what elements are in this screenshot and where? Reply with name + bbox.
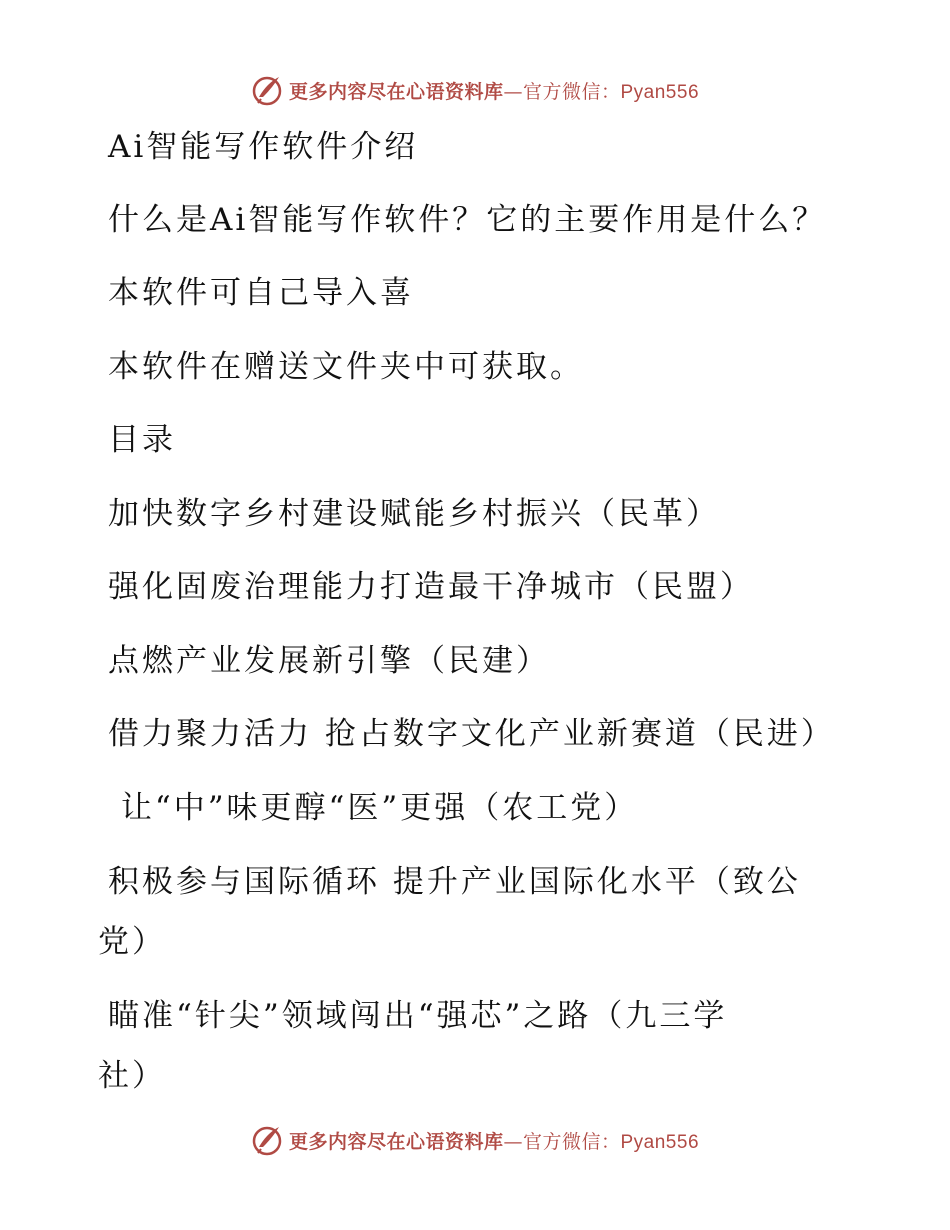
- toc-item: 借力聚力活力 抢占数字文化产业新赛道（民进）: [108, 716, 835, 752]
- toc-item: 点燃产业发展新引擎（民建）: [108, 643, 550, 679]
- toc-item: 加快数字乡村建设赋能乡村振兴（民革）: [108, 496, 720, 532]
- toc-item: 强化固废治理能力打造最干净城市（民盟）: [108, 569, 754, 605]
- toc-heading: 目录: [108, 422, 176, 458]
- toc-item-continued: 党）: [98, 924, 166, 960]
- header-banner: [0, 70, 950, 110]
- toc-item-continued: 社）: [98, 1058, 166, 1094]
- text-line: 本软件在赠送文件夹中可获取。: [108, 349, 584, 385]
- text-line: 本软件可自己导入喜: [108, 275, 414, 311]
- toc-item: 瞄准“针尖”领域闯出“强芯”之路（九三学: [108, 998, 728, 1034]
- question-line: 什么是Ai智能写作软件？它的主要作用是什么？: [108, 202, 827, 238]
- toc-item: 让“中”味更醇“医”更强（农工党）: [108, 790, 639, 826]
- banner-text: 更多内容尽在心语资料库—官方微信：Pyan556: [288, 80, 700, 103]
- footer-banner: [0, 1120, 950, 1160]
- quill-pen-icon: [251, 1123, 285, 1157]
- doc-title: Ai智能写作软件介绍: [108, 129, 419, 165]
- banner-text: 更多内容尽在心语资料库—官方微信：Pyan556: [288, 1130, 700, 1153]
- toc-item: 积极参与国际循环 提升产业国际化水平（致公: [108, 864, 801, 900]
- quill-pen-icon: [251, 73, 285, 107]
